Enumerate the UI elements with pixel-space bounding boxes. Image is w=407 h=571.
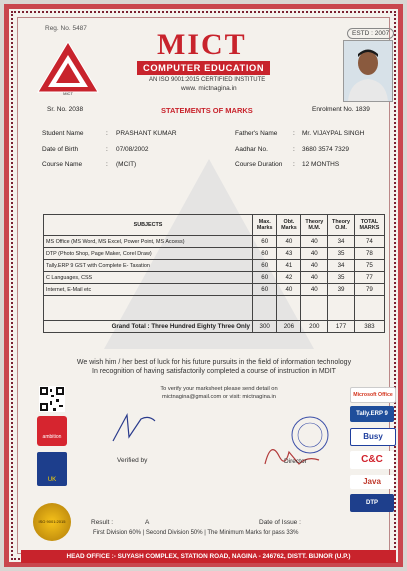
table-row bbox=[44, 236, 385, 248]
obt-cell: 41 bbox=[277, 260, 301, 272]
subject-cell: MS Office (MS Word, MS Excel, Power Point, MS Access) bbox=[44, 236, 253, 248]
colon: : bbox=[293, 161, 295, 168]
uk-badge: UK bbox=[37, 452, 67, 486]
max-cell: 60 bbox=[253, 284, 277, 296]
theory-mm-header: Theory M.M. bbox=[301, 215, 328, 236]
colon: : bbox=[106, 130, 108, 137]
course-duration: 12 MONTHS bbox=[302, 161, 340, 168]
marksheet bbox=[4, 4, 403, 567]
grand-total: 383 bbox=[354, 321, 384, 333]
division-line: First Division 60% | Second Division 50% | The Minimum Marks for pass 33% bbox=[93, 530, 299, 536]
verify-line-2: mictnagina@gmail.com or visit: mictnagina.in bbox=[162, 394, 276, 400]
theory-om-cell: 34 bbox=[328, 260, 355, 272]
verified-by-label: Verified by bbox=[117, 457, 148, 464]
total-cell: 74 bbox=[354, 236, 384, 248]
obt-cell: 42 bbox=[277, 272, 301, 284]
obt-cell: 43 bbox=[277, 248, 301, 260]
director-signature bbox=[259, 434, 329, 474]
theory-om-header: Theory O.M. bbox=[328, 215, 355, 236]
max-cell: 60 bbox=[253, 248, 277, 260]
total-cell: 77 bbox=[354, 272, 384, 284]
institute-subtitle: COMPUTER EDUCATION bbox=[137, 61, 270, 75]
theory-mm-cell: 40 bbox=[301, 284, 328, 296]
theory-om-cell: 35 bbox=[328, 248, 355, 260]
theory-om-cell: 39 bbox=[328, 284, 355, 296]
theory-mm-cell: 40 bbox=[301, 248, 328, 260]
result-value: A bbox=[145, 519, 150, 526]
obt-cell: 40 bbox=[277, 284, 301, 296]
svg-text:MICT: MICT bbox=[63, 91, 73, 96]
theory-om-cell: 34 bbox=[328, 236, 355, 248]
student-name-label: Student Name bbox=[42, 130, 84, 137]
dtp-badge: DTP bbox=[350, 494, 394, 512]
grand-max: 300 bbox=[253, 321, 277, 333]
subject-cell: C Languages, CSS bbox=[44, 272, 253, 284]
dob: 07/08/2002 bbox=[116, 146, 149, 153]
wish-line-1: We wish him / her best of luck for his future pursuits in the field of information technology bbox=[76, 359, 352, 366]
theory-mm-cell: 40 bbox=[301, 272, 328, 284]
head-office-strip: HEAD OFFICE :- SUYASH COMPLEX, STATION ROAD, NAGINA - 246762, DISTT. BIJNOR (U.P.) bbox=[21, 550, 396, 563]
total-cell: 78 bbox=[354, 248, 384, 260]
father-name: Mr. VIJAYPAL SINGH bbox=[302, 130, 365, 137]
date-of-issue-label: Date of Issue : bbox=[259, 519, 301, 526]
subjects-header: SUBJECTS bbox=[44, 215, 253, 236]
student-photo bbox=[343, 40, 393, 102]
total-marks-header: TOTAL MARKS bbox=[354, 215, 384, 236]
busy-badge: Busy bbox=[350, 428, 396, 446]
colon: : bbox=[106, 146, 108, 153]
wish-text bbox=[49, 358, 379, 376]
ambition-badge: ambition bbox=[37, 416, 67, 446]
subject-cell: Tally.ERP 9 GST with Complete E- Taxation bbox=[44, 260, 253, 272]
wish-line-2: In recognition of having satisfactorily completed a course of instruction in MDIT bbox=[92, 368, 336, 375]
grand-theory-mm: 200 bbox=[301, 321, 328, 333]
director-label: Director bbox=[284, 458, 307, 465]
table-row bbox=[44, 284, 385, 296]
institute-title: MICT bbox=[157, 28, 247, 61]
max-marks-header: Max. Marks bbox=[253, 215, 277, 236]
statement-title: STATEMENTS OF MARKS bbox=[161, 106, 253, 115]
grand-theory-om: 177 bbox=[328, 321, 355, 333]
subject-cell: Internet, E-Mail etc bbox=[44, 284, 253, 296]
aadhar-label: Aadhar No. bbox=[235, 146, 268, 153]
verify-line-1: To verify your marksheet please send detail on bbox=[160, 386, 278, 392]
obt-marks-header: Obt. Marks bbox=[277, 215, 301, 236]
marks-table bbox=[43, 214, 385, 333]
max-cell: 60 bbox=[253, 260, 277, 272]
colon: : bbox=[293, 130, 295, 137]
theory-om-cell: 35 bbox=[328, 272, 355, 284]
verify-text bbox=[114, 385, 324, 401]
table-row bbox=[44, 248, 385, 260]
table-row bbox=[44, 260, 385, 272]
dob-label: Date of Birth bbox=[42, 146, 79, 153]
colon: : bbox=[293, 146, 295, 153]
verifier-signature bbox=[109, 411, 159, 445]
grand-obt: 206 bbox=[277, 321, 301, 333]
tally-badge: Tally.ERP 9 bbox=[350, 406, 394, 422]
student-name: PRASHANT KUMAR bbox=[116, 130, 177, 137]
table-header-row bbox=[44, 215, 385, 236]
table-row bbox=[44, 272, 385, 284]
theory-mm-cell: 40 bbox=[301, 236, 328, 248]
obt-cell: 40 bbox=[277, 236, 301, 248]
max-cell: 60 bbox=[253, 236, 277, 248]
aadhar-number: 3680 3574 7329 bbox=[302, 146, 349, 153]
enrolment-number: Enrolment No. 1839 bbox=[312, 106, 370, 113]
subject-cell: DTP (Photo Shop, Page Maker, Corel Draw) bbox=[44, 248, 253, 260]
total-cell: 79 bbox=[354, 284, 384, 296]
institute-logo bbox=[35, 39, 101, 97]
grand-total-label: Grand Total : Three Hundred Eighty Three Only bbox=[44, 321, 253, 333]
ms-office-badge: Microsoft Office bbox=[350, 387, 396, 403]
theory-mm-cell: 40 bbox=[301, 260, 328, 272]
estd-badge: ESTD : 2007 bbox=[347, 28, 394, 39]
qr-code bbox=[39, 386, 65, 412]
colon: : bbox=[106, 161, 108, 168]
reg-no: Reg. No. 5487 bbox=[45, 25, 87, 32]
total-cell: 75 bbox=[354, 260, 384, 272]
duration-label: Course Duration bbox=[235, 161, 283, 168]
iso-line: AN ISO 9001:2015 CERTIFIED INSTITUTE bbox=[149, 77, 266, 83]
course-label: Course Name bbox=[42, 161, 83, 168]
result-label: Result : bbox=[91, 519, 114, 526]
grand-total-row bbox=[44, 321, 385, 333]
course-name: (MCIT) bbox=[116, 161, 137, 168]
father-label: Father's Name bbox=[235, 130, 278, 137]
cpp-badge: C&C bbox=[350, 451, 394, 469]
max-cell: 60 bbox=[253, 272, 277, 284]
spacer-row bbox=[44, 296, 385, 321]
serial-number: Sr. No. 2038 bbox=[47, 106, 84, 113]
java-badge: Java bbox=[350, 475, 394, 489]
website: www. mictnagina.in bbox=[181, 85, 237, 92]
iso-seal: ISO 9001:2015 bbox=[33, 503, 71, 541]
